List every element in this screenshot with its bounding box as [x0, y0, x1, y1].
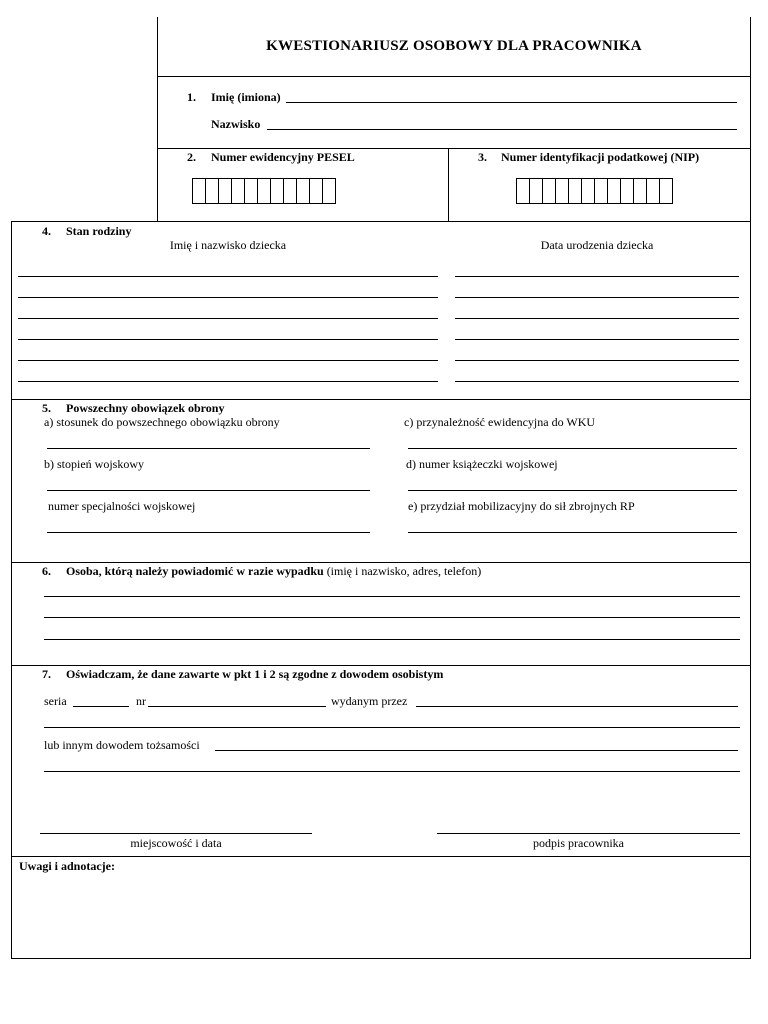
pesel-digit-cell[interactable]	[257, 178, 271, 204]
nip-digit-cell[interactable]	[633, 178, 647, 204]
emergency-contact-line-1[interactable]	[44, 596, 740, 597]
child-birthdate-field[interactable]	[455, 318, 739, 319]
signature-field[interactable]	[437, 833, 740, 834]
other-id-label: lub innym dowodem tożsamości	[44, 738, 200, 752]
issued-by-field-2[interactable]	[44, 727, 740, 728]
title-divider	[157, 76, 751, 77]
section3-number: 3.	[478, 150, 487, 164]
pesel-digit-cell[interactable]	[205, 178, 219, 204]
notes-area[interactable]	[14, 874, 748, 956]
notes-label: Uwagi i adnotacje:	[19, 859, 115, 873]
child-birthdate-field[interactable]	[455, 339, 739, 340]
section2-number: 2.	[187, 150, 196, 164]
military-rank-field[interactable]	[47, 490, 370, 491]
pesel-digit-cell[interactable]	[192, 178, 206, 204]
id-series-label: seria	[44, 694, 67, 708]
pesel-digit-cell[interactable]	[218, 178, 232, 204]
child-name-field[interactable]	[18, 297, 438, 298]
nip-cells[interactable]	[516, 178, 672, 204]
pesel-digit-cell[interactable]	[322, 178, 336, 204]
section6-number: 6.	[42, 564, 51, 578]
top-right-border	[750, 17, 751, 222]
child-birthdate-field[interactable]	[455, 276, 739, 277]
section7-divider	[11, 856, 751, 857]
nip-digit-cell[interactable]	[594, 178, 608, 204]
nip-digit-cell[interactable]	[620, 178, 634, 204]
place-date-field[interactable]	[40, 833, 312, 834]
issued-by-label: wydanym przez	[331, 694, 408, 708]
first-name-label: Imię (imiona)	[211, 90, 281, 104]
child-birthdate-field[interactable]	[455, 360, 739, 361]
nip-digit-cell[interactable]	[607, 178, 621, 204]
mobilization-field[interactable]	[408, 532, 737, 533]
wku-field[interactable]	[408, 448, 737, 449]
defense-relation-field[interactable]	[47, 448, 370, 449]
nip-label: Numer identyfikacji podatkowej (NIP)	[501, 150, 700, 164]
id-number-label: nr	[136, 694, 146, 708]
nip-digit-cell[interactable]	[581, 178, 595, 204]
pesel-label: Numer ewidencyjny PESEL	[211, 150, 355, 164]
nip-digit-cell[interactable]	[568, 178, 582, 204]
page-title: KWESTIONARIUSZ OSOBOWY DLA PRACOWNIKA	[266, 38, 642, 54]
section6-divider	[11, 665, 751, 666]
pesel-digit-cell[interactable]	[283, 178, 297, 204]
place-date-label: miejscowość i data	[130, 836, 222, 850]
emergency-contact-hint: (imię i nazwisko, adres, telefon)	[326, 564, 482, 578]
child-birthdate-header: Data urodzenia dziecka	[540, 238, 654, 252]
military-rank-label: b) stopień wojskowy	[44, 457, 144, 471]
child-name-field[interactable]	[18, 360, 438, 361]
pesel-nip-divider	[448, 148, 449, 222]
pesel-digit-cell[interactable]	[309, 178, 323, 204]
child-birthdate-field[interactable]	[455, 381, 739, 382]
first-name-field[interactable]	[286, 102, 737, 103]
nip-digit-cell[interactable]	[555, 178, 569, 204]
defense-relation-label: a) stosunek do powszechnego obowiązku obrony	[44, 415, 280, 429]
military-specialty-field[interactable]	[47, 532, 370, 533]
other-id-field[interactable]	[215, 750, 738, 751]
nip-digit-cell[interactable]	[542, 178, 556, 204]
mobilization-label: e) przydział mobilizacyjny do sił zbrojnych RP	[408, 499, 635, 513]
pesel-digit-cell[interactable]	[296, 178, 310, 204]
surname-field[interactable]	[267, 129, 737, 130]
section1-number: 1.	[187, 90, 196, 104]
surname-label: Nazwisko	[211, 117, 261, 131]
issued-by-field[interactable]	[416, 706, 738, 707]
defense-duty-label: Powszechny obowiązek obrony	[66, 401, 225, 415]
emergency-contact-line-3[interactable]	[44, 639, 740, 640]
other-id-field-2[interactable]	[44, 771, 740, 772]
nip-digit-cell[interactable]	[529, 178, 543, 204]
nip-digit-cell[interactable]	[516, 178, 530, 204]
pesel-cells[interactable]	[192, 178, 335, 204]
wku-label: c) przynależność ewidencyjna do WKU	[404, 415, 596, 429]
section5-number: 5.	[42, 401, 51, 415]
emergency-contact-label: Osoba, którą należy powiadomić w razie wypadku	[66, 564, 324, 578]
child-name-field[interactable]	[18, 339, 438, 340]
nip-digit-cell[interactable]	[659, 178, 673, 204]
id-number-field[interactable]	[148, 706, 326, 707]
emergency-contact-line-2[interactable]	[44, 617, 740, 618]
child-name-field[interactable]	[18, 381, 438, 382]
military-book-field[interactable]	[408, 490, 737, 491]
declaration-label: Oświadczam, że dane zawarte w pkt 1 i 2 są zgodne z dowodem osobistym	[66, 667, 444, 681]
child-name-field[interactable]	[18, 318, 438, 319]
id-series-field[interactable]	[73, 706, 129, 707]
child-name-field[interactable]	[18, 276, 438, 277]
emergency-contact-heading	[66, 564, 481, 578]
section7-number: 7.	[42, 667, 51, 681]
military-specialty-label: numer specjalności wojskowej	[48, 499, 196, 513]
military-book-label: d) numer książeczki wojskowej	[406, 457, 558, 471]
pesel-digit-cell[interactable]	[231, 178, 245, 204]
section5-divider	[11, 562, 751, 563]
nip-digit-cell[interactable]	[646, 178, 660, 204]
child-birthdate-field[interactable]	[455, 297, 739, 298]
pesel-digit-cell[interactable]	[244, 178, 258, 204]
section4-number: 4.	[42, 224, 51, 238]
child-name-header: Imię i nazwisko dziecka	[169, 238, 287, 252]
section1-divider	[157, 148, 751, 149]
signature-label: podpis pracownika	[533, 836, 624, 850]
family-status-label: Stan rodziny	[66, 224, 132, 238]
pesel-digit-cell[interactable]	[270, 178, 284, 204]
section4-divider	[11, 399, 751, 400]
